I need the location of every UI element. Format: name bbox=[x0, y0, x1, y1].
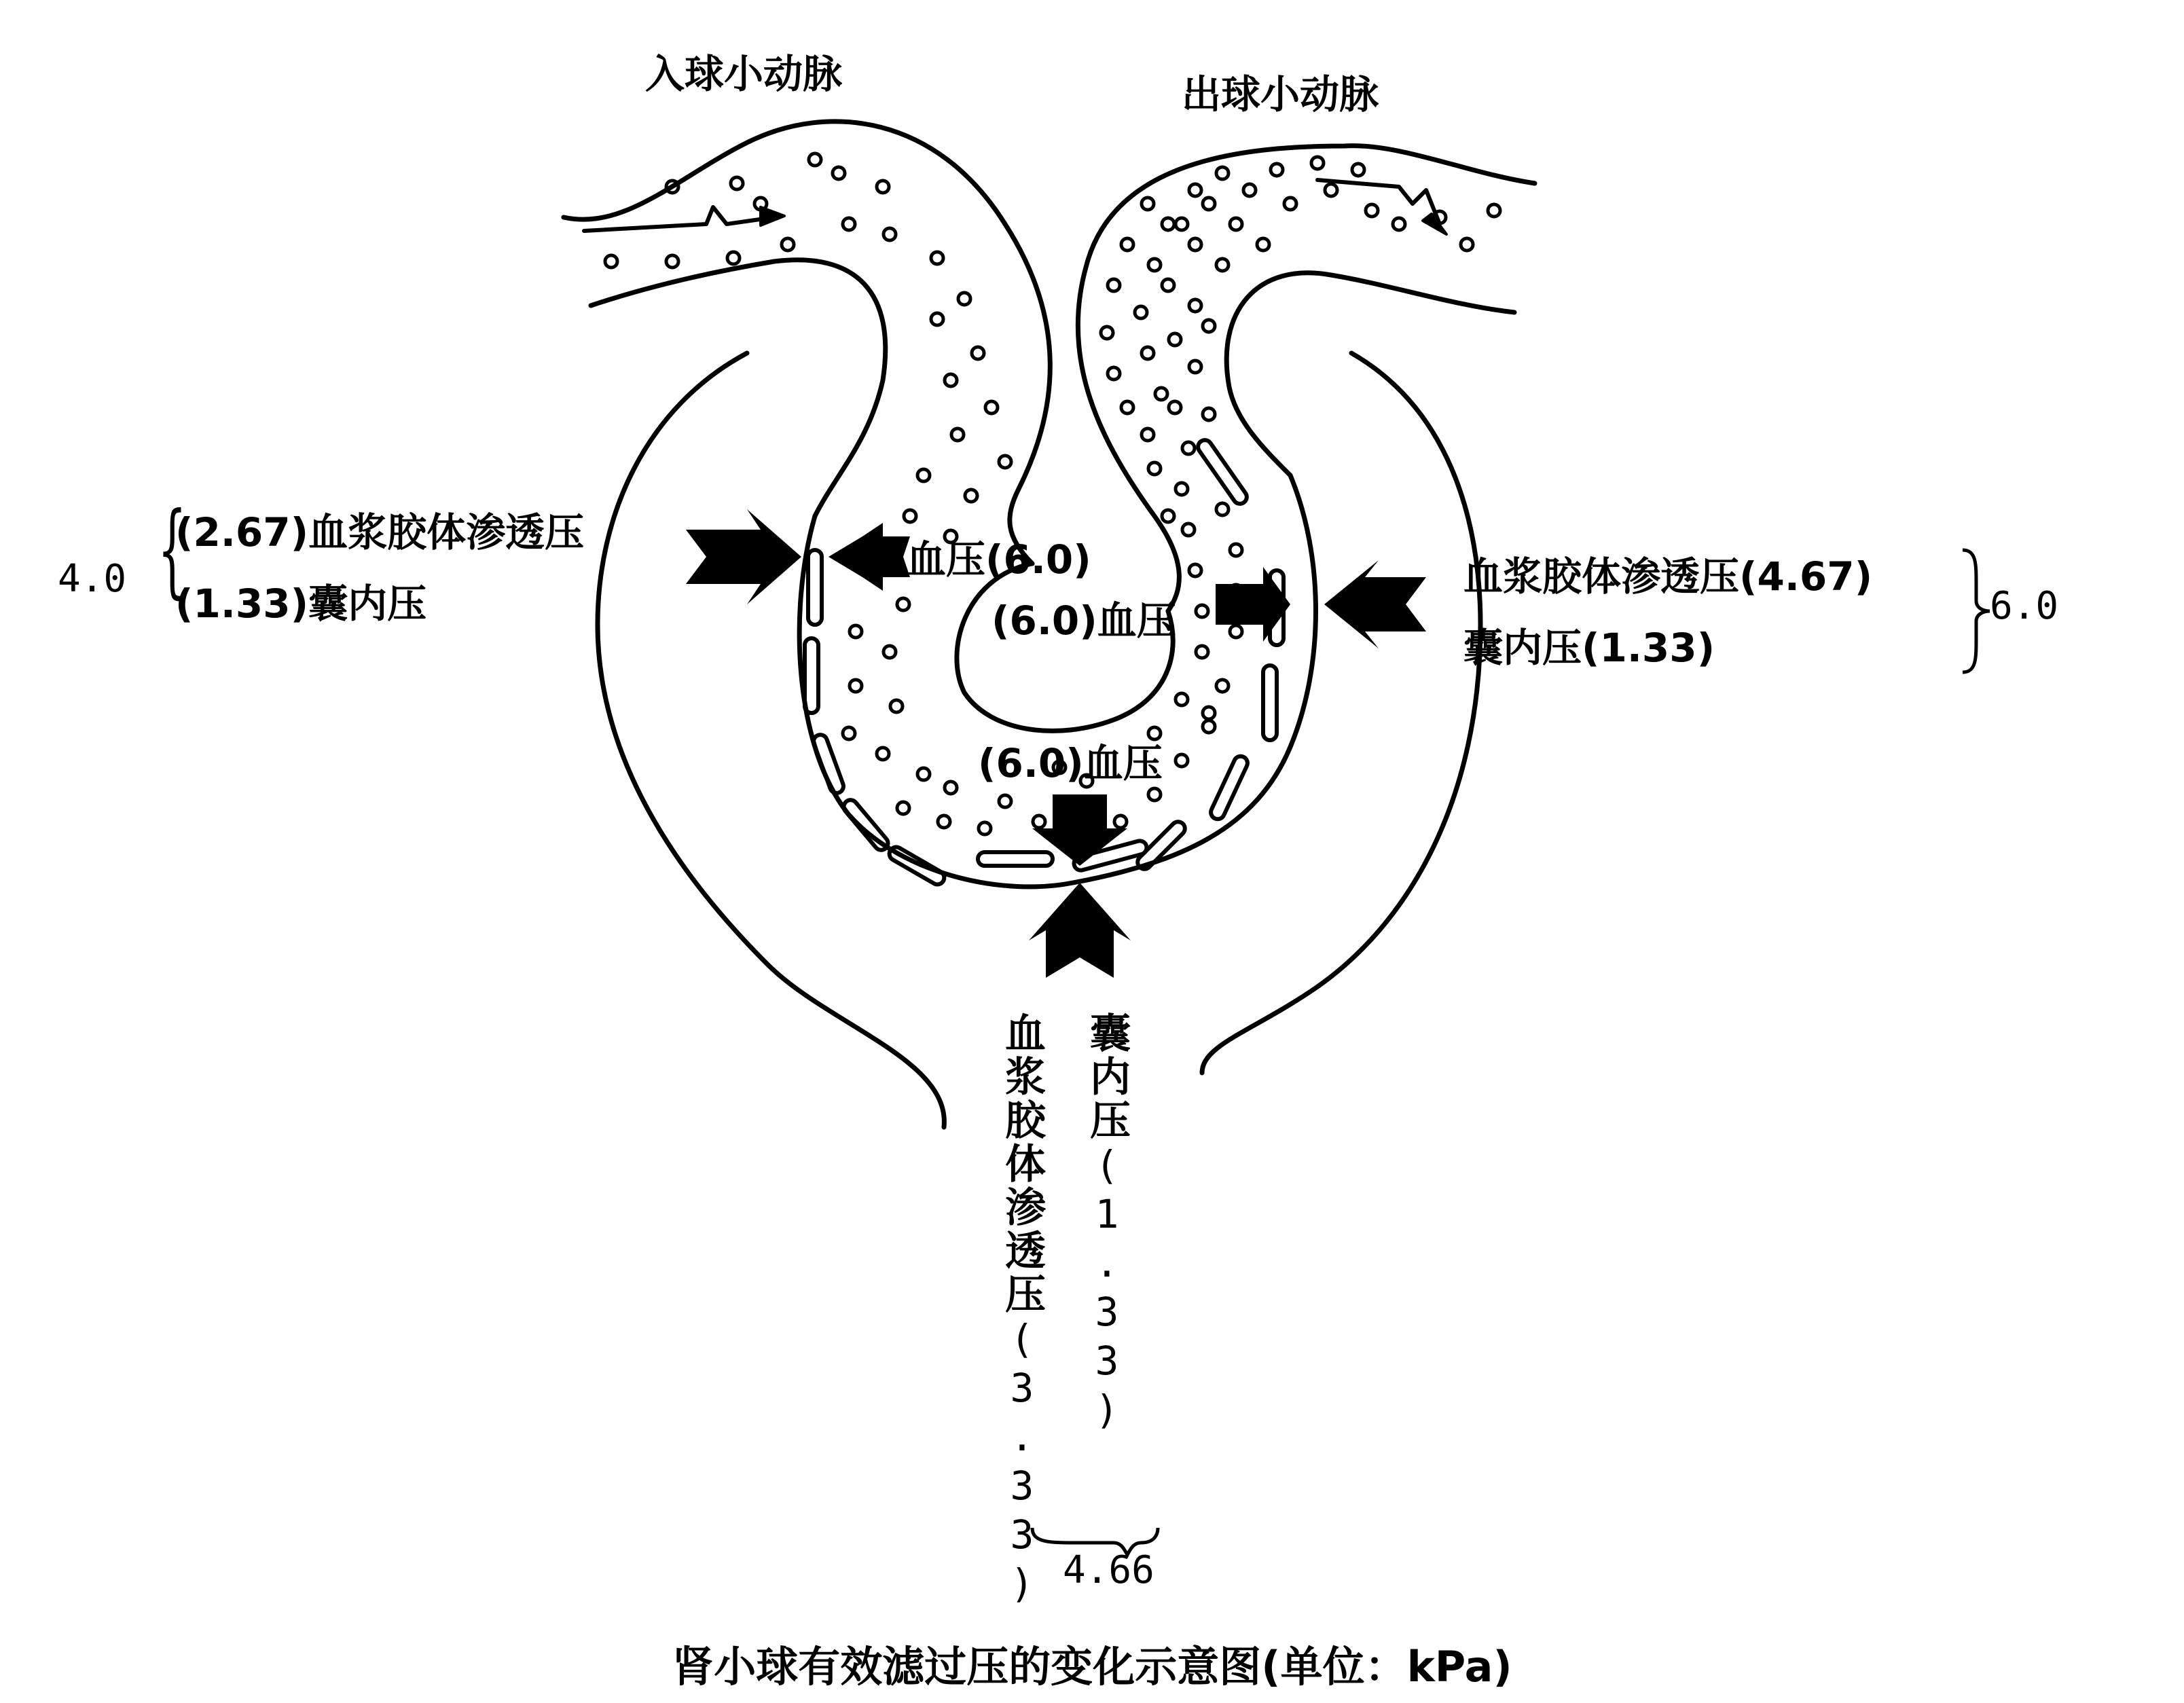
efferent-arteriole-outer-wall bbox=[1078, 146, 1535, 611]
left-capsule-pressure-label: (1.33)囊内压 bbox=[175, 581, 427, 627]
right-colloid-pressure-label: 血浆胶体渗透压(4.67) bbox=[1463, 553, 1873, 600]
afferent-arteriole-inner-wall bbox=[591, 260, 886, 516]
left-colloid-pressure-label: (2.67)血浆胶体渗透压 bbox=[175, 509, 585, 555]
afferent-arteriole-label: 入球小动脉 bbox=[645, 51, 843, 97]
bottom-colloid-pressure-text: 血浆胶体渗透压 bbox=[998, 1012, 1046, 1316]
right-brace bbox=[1963, 550, 1990, 672]
left-outward-pressure-arrow bbox=[686, 509, 801, 604]
bottom-capsule-pressure-text: 囊内压 bbox=[1083, 1012, 1131, 1142]
bottom-total-value: 4.66 bbox=[1063, 1548, 1154, 1592]
left-blood-pressure-arrow bbox=[829, 523, 910, 591]
right-capsule-pressure-label: 囊内压(1.33) bbox=[1463, 625, 1715, 671]
efferent-arteriole-label: 出球小动脉 bbox=[1182, 71, 1379, 117]
left-total-value: 4.0 bbox=[58, 557, 127, 601]
bottom-colloid-pressure-value: (3.33) bbox=[999, 1316, 1045, 1609]
bottom-colloid-pressure-label bbox=[998, 1012, 1046, 1609]
bottom-blood-pressure-arrow bbox=[1032, 794, 1127, 866]
right-blood-pressure-arrow bbox=[1216, 567, 1290, 642]
right-outward-pressure-arrow bbox=[1324, 560, 1426, 648]
afferent-flow-arrow bbox=[584, 207, 774, 231]
left-blood-pressure-label: 血压(6.0) bbox=[907, 536, 1091, 583]
left-brace: { bbox=[158, 491, 187, 609]
bottom-capsule-pressure-value: (1.33) bbox=[1084, 1142, 1130, 1435]
right-total-value: 6.0 bbox=[1990, 584, 2059, 628]
bottom-capsule-pressure-label bbox=[1083, 1012, 1131, 1435]
bottom-outward-pressure-arrow bbox=[1029, 883, 1131, 978]
bowman-capsule-left-wall bbox=[598, 353, 944, 1127]
right-blood-pressure-label: (6.0)血压 bbox=[991, 598, 1176, 644]
glomerular-capillary-inner bbox=[957, 564, 1173, 731]
bottom-blood-pressure-label: (6.0)血压 bbox=[978, 740, 1163, 786]
efferent-arteriole-inner-wall bbox=[1226, 273, 1514, 475]
bowman-capsule-right-wall bbox=[1202, 353, 1480, 1073]
figure-caption: 肾小球有效滤过压的变化示意图(单位：kPa) bbox=[672, 1642, 1512, 1691]
